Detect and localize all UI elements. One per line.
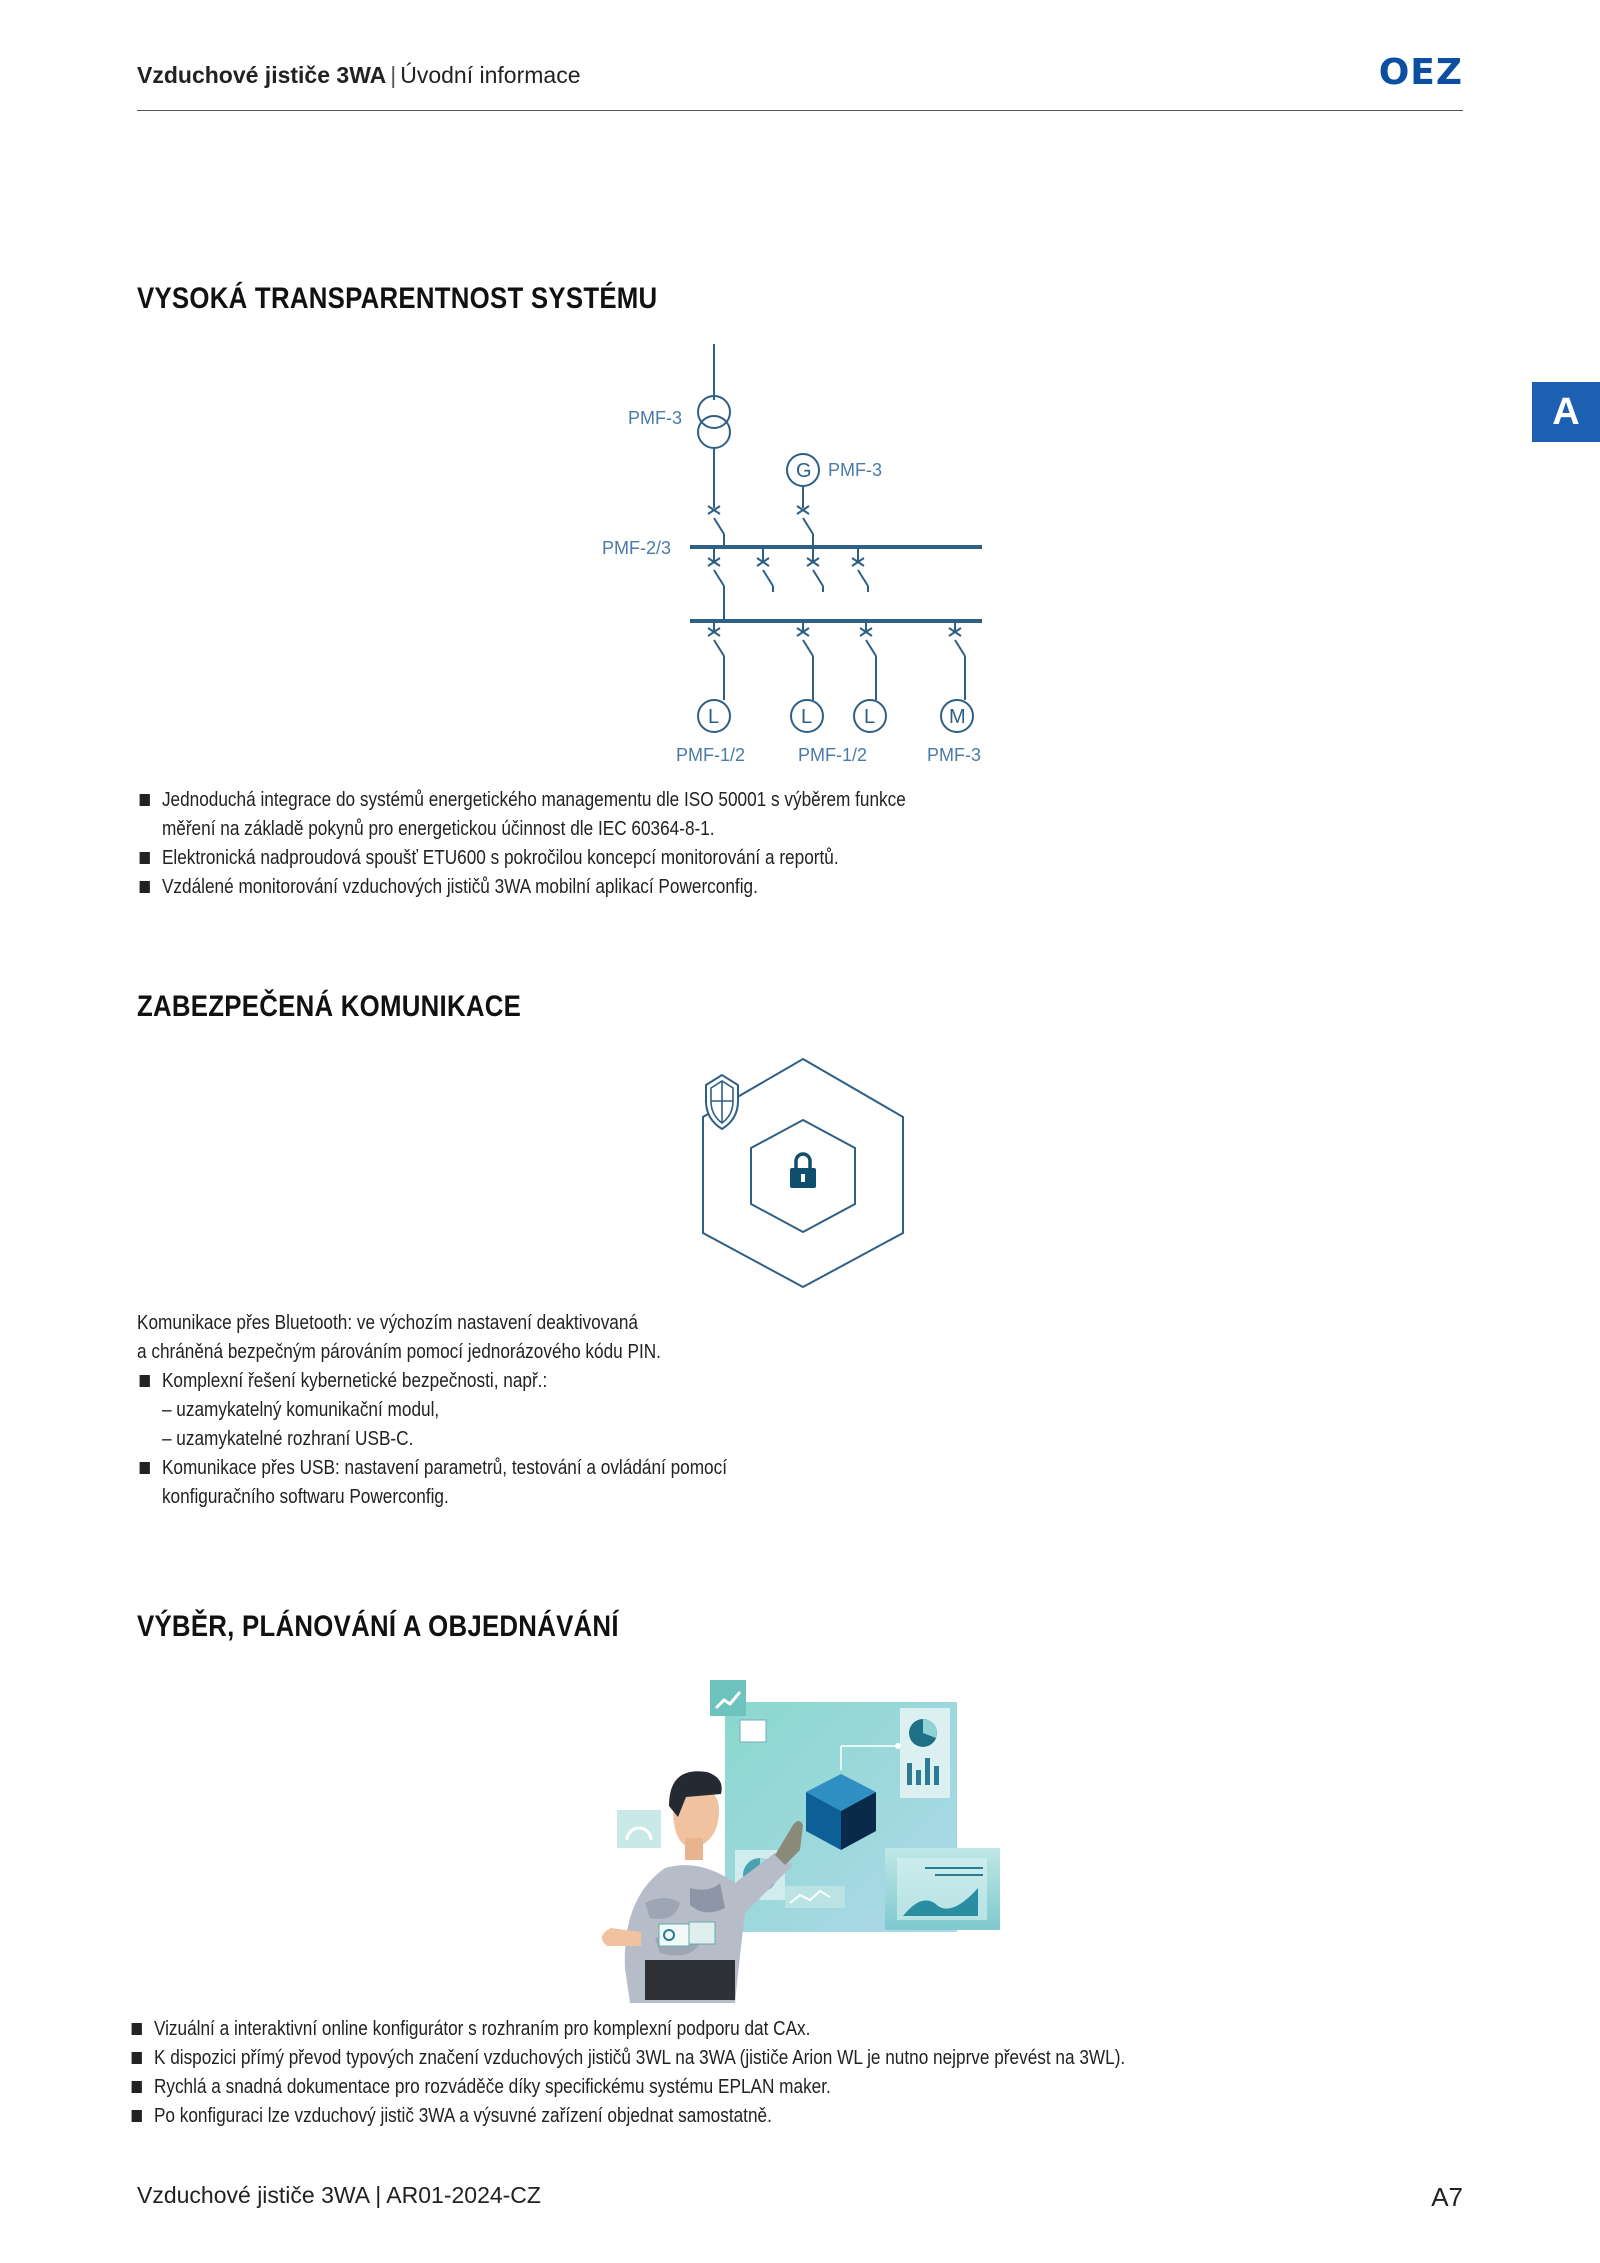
sub-item: – uzamykatelný komunikační modul,	[161, 1399, 440, 1421]
section3-bullets	[129, 2015, 1287, 2131]
oez-logo: OEZ	[1378, 52, 1463, 93]
label-load2: L	[801, 706, 813, 728]
list-item: Jednoduchá integrace do systémů energetického managementu dle ISO 50001 s výběrem funkce měření na základě pokynů pro energetickou účinnost dle IEC 60364-8-1.	[137, 786, 906, 844]
sub-item: – uzamykatelné rozhraní USB-C.	[161, 1428, 414, 1450]
page-footer	[137, 2182, 1463, 2212]
page-header	[137, 52, 1463, 111]
section3-heading: VÝBĚR, PLÁNOVÁNÍ A OBJEDNÁVÁNÍ	[137, 1610, 619, 1643]
configurator-illustration	[585, 1678, 1015, 2003]
list-item: Rychlá a snadná dokumentace pro rozváděče díky specifickému systému EPLAN maker.	[129, 2073, 1125, 2102]
section1-bullets	[137, 786, 1031, 902]
list-item: Elektronická nadproudová spoušť ETU600 s pokročilou koncepcí monitorování a reportů.	[137, 844, 906, 873]
page-number: A7	[1431, 2182, 1463, 2212]
list-item: K dispozici přímý převod typových značení vzduchových jističů 3WL na 3WA (jističe Arion WL je nutno nejprve převést na 3WL).	[129, 2044, 1125, 2073]
label-pmf12-b: PMF-1/2	[798, 745, 868, 765]
single-line-diagram	[590, 340, 1010, 770]
lock-icon	[790, 1154, 816, 1188]
shield-icon	[706, 1075, 738, 1129]
list-item: Vzdálené monitorování vzduchových jističů 3WA mobilní aplikací Powerconfig.	[137, 873, 906, 902]
label-g: G	[796, 460, 812, 482]
security-hexagon-illustration	[675, 1055, 915, 1290]
section1-heading: VYSOKÁ TRANSPARENTNOST SYSTÉMU	[137, 282, 658, 315]
header-separator: |	[390, 62, 397, 88]
label-load3: L	[864, 706, 876, 728]
label-pmf3-generator: PMF-3	[828, 460, 882, 480]
intro-line: Komunikace přes Bluetooth: ve výchozím nastavení deaktivovaná	[137, 1312, 639, 1334]
section2-heading: ZABEZPEČENÁ KOMUNIKACE	[137, 990, 522, 1023]
list-item: Komunikace přes USB: nastavení parametrů, testování a ovládání pomocí konfiguračního softwaru Powerconfig.	[137, 1454, 727, 1512]
list-item: Vizuální a interaktivní online konfigurátor s rozhraním pro komplexní podporu dat CAx.	[129, 2015, 1125, 2044]
label-pmf12-a: PMF-1/2	[676, 745, 746, 765]
label-motor: M	[949, 706, 966, 728]
list-item: Komplexní řešení kybernetické bezpečnosti, např.:	[137, 1367, 727, 1396]
label-pmf3-transformer: PMF-3	[628, 408, 682, 428]
intro-line: a chráněná bezpečným párováním pomocí jednorázového kódu PIN.	[137, 1341, 661, 1363]
label-pmf23: PMF-2/3	[602, 538, 672, 558]
header-subtitle: Úvodní informace	[400, 62, 581, 88]
label-pmf3-motor: PMF-3	[927, 745, 981, 765]
header-title-bold: Vzduchové jističe 3WA	[137, 62, 387, 88]
header-title	[137, 62, 580, 89]
section-tab-a[interactable]: A	[1532, 382, 1600, 442]
list-item: Po konfiguraci lze vzduchový jistič 3WA a výsuvné zařízení objednat samostatně.	[129, 2102, 1125, 2131]
footer-text: Vzduchové jističe 3WA | AR01-2024-CZ	[137, 2182, 541, 2208]
section2-text	[137, 1309, 823, 1512]
transformer-symbol	[698, 396, 730, 428]
label-load1: L	[708, 706, 720, 728]
